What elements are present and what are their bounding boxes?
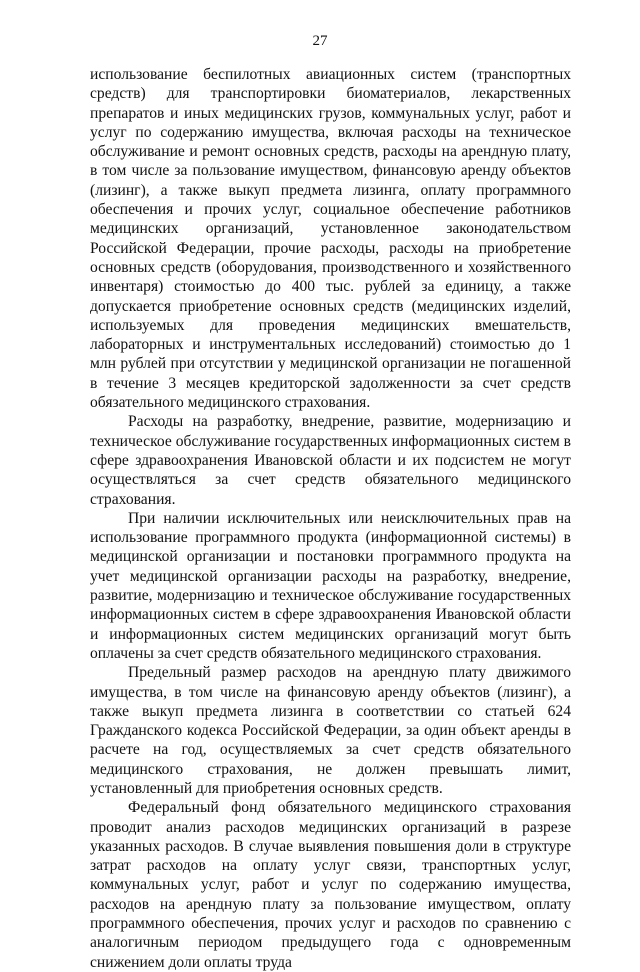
- document-body: [90, 65, 571, 972]
- paragraph-federal-fund-analysis: Федеральный фонд обязательного медицинского страхования проводит анализ расходов медицинских организаций в разрезе указанных расходов. В случае выявления повышения доли в структуре затрат расходов на оплату услуг связи, транспортных услуг, коммунальных услуг, работ и услуг по содержанию имущества, расходов на арендную плату за пользование имуществом, оплату программного обеспечения, прочих услуг и расходов по сравнению с аналогичным периодом предыдущего года с одновременным снижением доли оплаты труда: [90, 799, 571, 971]
- paragraph-rent-limit: Предельный размер расходов на арендную плату движимого имущества, в том числе на финансовую аренду объектов (лизинг), а также выкуп предмета лизинга в соответствии со статьей 624 Гражданского кодекса Российской Федерации, за один объект аренды в расчете на год, осуществляемых за счет средств обязательного медицинского страхования, не должен превышать лимит, установленный для приобретения основных средств.: [90, 664, 571, 797]
- page-number: 27: [312, 33, 328, 49]
- paragraph-information-systems-expenses: Расходы на разработку, внедрение, развитие, модернизацию и техническое обслуживание государственных информационных систем в сфере здравоохранения Ивановской области и их подсистем не могут осуществляться за счет средств обязательного медицинского страхования.: [90, 413, 571, 508]
- paragraph-software-rights: При наличии исключительных или неисключительных прав на использование программного продукта (информационной системы) в медицинской организации и постановки программного продукта на учет медицинской организации расходы на разработку, внедрение, развитие, модернизацию и техническое обслуживание государственных информационных систем в сфере здравоохранения Ивановской области и информационных систем медицинских организаций могут быть оплачены за счет средств обязательного медицинского страхования.: [90, 509, 571, 662]
- paragraph-continuation: использование беспилотных авиационных систем (транспортных средств) для транспортировки биоматериалов, лекарственных препаратов и иных медицинских грузов, коммунальных услуг, работ и услуг по содержанию имущества, включая расходы на техническое обслуживание и ремонт основных средств, расходы на арендную плату, в том числе за пользование имуществом, финансовую аренду объектов (лизинг), а также выкуп предмета лизинга, оплату программного обеспечения и прочих услуг, социальное обеспечение работников медицинских организаций, установленное законодательством Российской Федерации, прочие расходы, расходы на приобретение основных средств (оборудования, производственного и хозяйственного инвентаря) стоимостью до 400 тыс. рублей за единицу, а также допускается приобретение основных средств (медицинских изделий, используемых для проведения медицинских вмешательств, лабораторных и инструментальных исследований) стоимостью до 1 млн рублей при отсутствии у медицинской организации не погашенной в течение 3 месяцев кредиторской задолженности за счет средств обязательного медицинского страхования.: [90, 66, 571, 412]
